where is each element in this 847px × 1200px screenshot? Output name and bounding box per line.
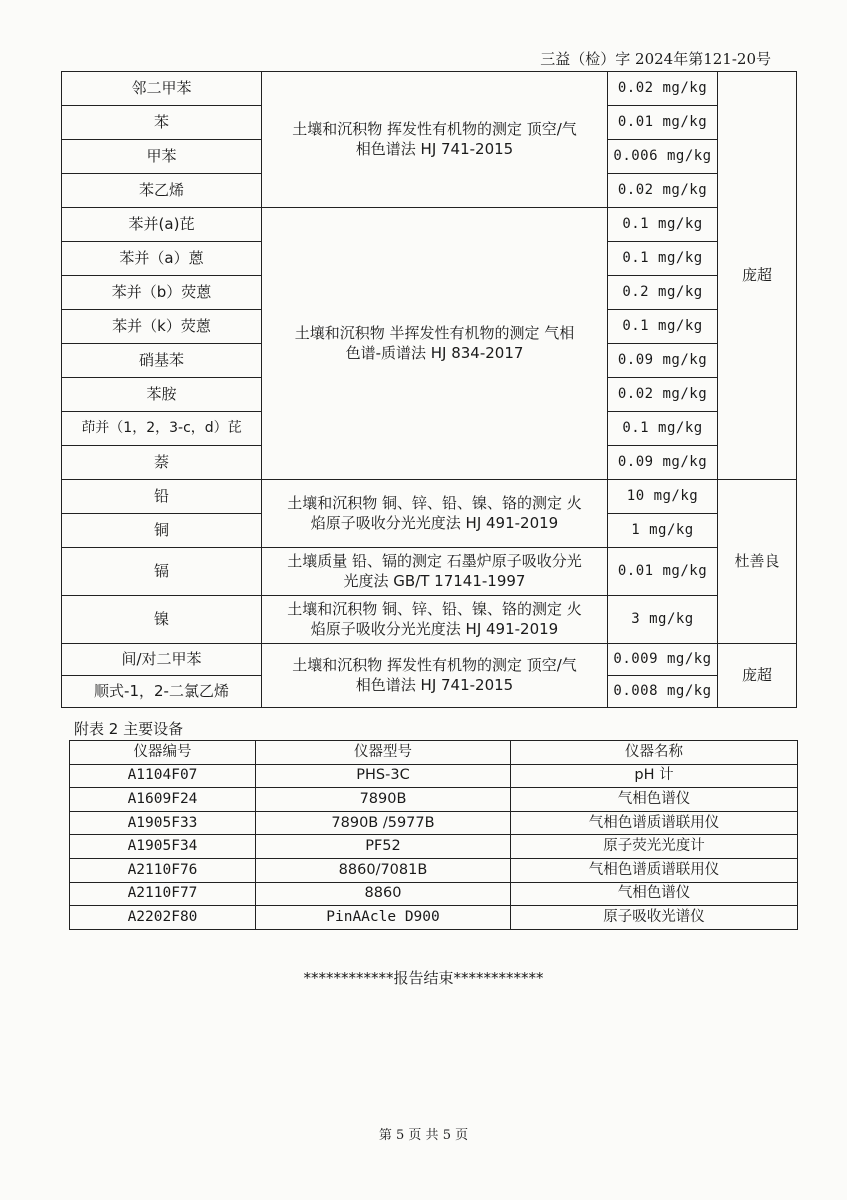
table-row	[70, 858, 798, 882]
table-row	[70, 906, 798, 930]
analyst-cell: 杜善良	[718, 480, 797, 644]
item-cell: 苯胺	[62, 378, 262, 412]
item-cell: 镍	[62, 596, 262, 644]
table-row	[70, 811, 798, 835]
item-cell: 苯并（k）荧蒽	[62, 310, 262, 344]
limit-cell: 0.1 mg/kg	[608, 310, 718, 344]
table-row	[70, 882, 798, 906]
item-cell: 萘	[62, 446, 262, 480]
method-cell: 土壤和沉积物 铜、锌、铅、镍、铬的测定 火焰原子吸收分光光度法 HJ 491-2019	[262, 480, 608, 548]
item-cell: 镉	[62, 548, 262, 596]
instrument-model: PHS-3C	[256, 764, 511, 788]
instrument-name: 气相色谱质谱联用仪	[511, 858, 798, 882]
table-row	[62, 548, 797, 596]
item-cell: 苯	[62, 106, 262, 140]
limit-cell: 0.1 mg/kg	[608, 242, 718, 276]
item-cell: 苯并（b）荧蒽	[62, 276, 262, 310]
instrument-name: pH 计	[511, 764, 798, 788]
limit-cell: 0.009 mg/kg	[608, 644, 718, 676]
limit-cell: 0.1 mg/kg	[608, 412, 718, 446]
analysis-methods-table	[61, 71, 797, 708]
instrument-id: A1905F34	[70, 835, 256, 859]
instrument-model: 8860	[256, 882, 511, 906]
column-header: 仪器型号	[256, 741, 511, 765]
item-cell: 苯并（a）蒽	[62, 242, 262, 276]
limit-cell: 0.008 mg/kg	[608, 676, 718, 708]
instrument-name: 气相色谱仪	[511, 788, 798, 812]
table-row	[62, 596, 797, 644]
table-header-row	[70, 741, 798, 765]
equipment-table	[69, 740, 798, 930]
instrument-model: 8860/7081B	[256, 858, 511, 882]
method-cell: 土壤和沉积物 铜、锌、铅、镍、铬的测定 火焰原子吸收分光光度法 HJ 491-2019	[262, 596, 608, 644]
item-cell: 铜	[62, 514, 262, 548]
limit-cell: 0.09 mg/kg	[608, 446, 718, 480]
analyst-cell: 庞超	[718, 72, 797, 480]
column-header: 仪器编号	[70, 741, 256, 765]
table2-caption: 附表 2 主要设备	[74, 720, 184, 738]
item-cell: 甲苯	[62, 140, 262, 174]
item-cell: 硝基苯	[62, 344, 262, 378]
table-row	[70, 764, 798, 788]
method-cell: 土壤和沉积物 挥发性有机物的测定 顶空/气相色谱法 HJ 741-2015	[262, 644, 608, 708]
limit-cell: 0.2 mg/kg	[608, 276, 718, 310]
report-end-marker: ************报告结束************	[303, 969, 544, 987]
limit-cell: 0.02 mg/kg	[608, 378, 718, 412]
item-cell: 间/对二甲苯	[62, 644, 262, 676]
instrument-name: 原子吸收光谱仪	[511, 906, 798, 930]
instrument-id: A2110F76	[70, 858, 256, 882]
instrument-model: PF52	[256, 835, 511, 859]
instrument-name: 原子荧光光度计	[511, 835, 798, 859]
item-cell: 邻二甲苯	[62, 72, 262, 106]
instrument-name: 气相色谱质谱联用仪	[511, 811, 798, 835]
table-row	[70, 835, 798, 859]
instrument-name: 气相色谱仪	[511, 882, 798, 906]
item-cell: 茚并（1，2，3-c，d）芘	[62, 412, 262, 446]
instrument-id: A1104F07	[70, 764, 256, 788]
limit-cell: 10 mg/kg	[608, 480, 718, 514]
table-row	[70, 788, 798, 812]
instrument-model: 7890B /5977B	[256, 811, 511, 835]
table-row	[62, 208, 797, 242]
instrument-model: PinAAcle D900	[256, 906, 511, 930]
method-cell: 土壤和沉积物 半挥发性有机物的测定 气相色谱-质谱法 HJ 834-2017	[262, 208, 608, 480]
limit-cell: 0.01 mg/kg	[608, 548, 718, 596]
method-cell: 土壤和沉积物 挥发性有机物的测定 顶空/气相色谱法 HJ 741-2015	[262, 72, 608, 208]
table-row	[62, 644, 797, 676]
limit-cell: 0.09 mg/kg	[608, 344, 718, 378]
limit-cell: 0.006 mg/kg	[608, 140, 718, 174]
limit-cell: 0.1 mg/kg	[608, 208, 718, 242]
limit-cell: 0.01 mg/kg	[608, 106, 718, 140]
item-cell: 顺式-1，2-二氯乙烯	[62, 676, 262, 708]
analyst-cell: 庞超	[718, 644, 797, 708]
report-number: 三益（检）字 2024年第121-20号	[540, 50, 771, 68]
table-row	[62, 480, 797, 514]
method-cell: 土壤质量 铅、镉的测定 石墨炉原子吸收分光光度法 GB/T 17141-1997	[262, 548, 608, 596]
table-row	[62, 72, 797, 106]
instrument-model: 7890B	[256, 788, 511, 812]
column-header: 仪器名称	[511, 741, 798, 765]
instrument-id: A1905F33	[70, 811, 256, 835]
instrument-id: A1609F24	[70, 788, 256, 812]
item-cell: 苯并(a)芘	[62, 208, 262, 242]
item-cell: 苯乙烯	[62, 174, 262, 208]
page-number: 第 5 页 共 5 页	[378, 1128, 469, 1143]
item-cell: 铅	[62, 480, 262, 514]
instrument-id: A2110F77	[70, 882, 256, 906]
limit-cell: 1 mg/kg	[608, 514, 718, 548]
limit-cell: 0.02 mg/kg	[608, 72, 718, 106]
instrument-id: A2202F80	[70, 906, 256, 930]
limit-cell: 3 mg/kg	[608, 596, 718, 644]
limit-cell: 0.02 mg/kg	[608, 174, 718, 208]
